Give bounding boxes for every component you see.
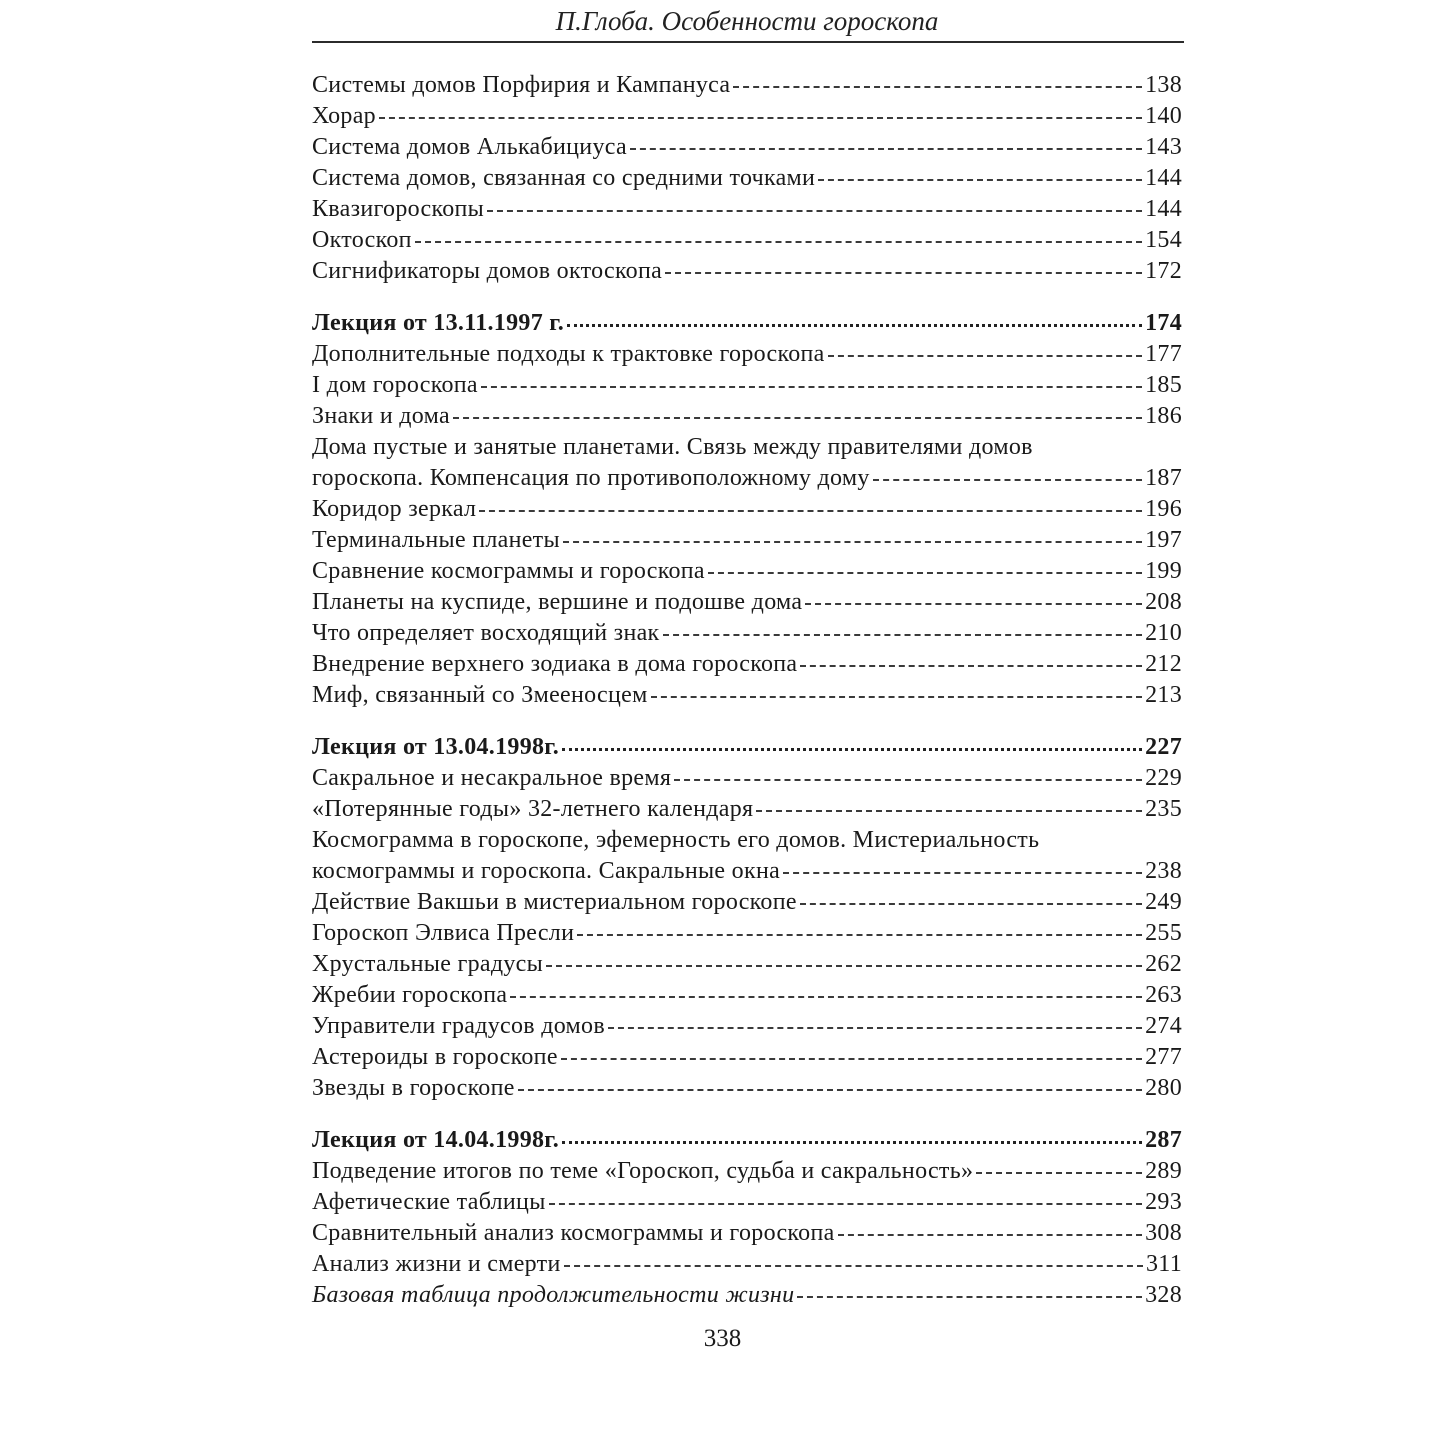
header-rule: [312, 41, 1184, 43]
toc-entry-page: 140: [1145, 103, 1182, 129]
toc-entry-page: 172: [1145, 258, 1182, 284]
toc-entry-title: Знаки и дома: [312, 403, 450, 429]
toc-entry-page: 255: [1145, 920, 1182, 946]
toc-entry-title: Внедрение верхнего зодиака в дома гороскопа: [312, 651, 798, 677]
toc-entry[interactable]: [312, 794, 1182, 825]
toc-entry-title: Сакральное и несакральное время: [312, 765, 672, 791]
toc-entry-title-line1: Дома пустые и занятые планетами. Связь между правителями домов: [312, 434, 1033, 460]
toc-entry[interactable]: [312, 1011, 1182, 1042]
dash-leader: [873, 477, 1142, 481]
toc-entry[interactable]: [312, 1218, 1182, 1249]
toc-entry-page: 154: [1145, 227, 1182, 253]
toc-entry-title: Коридор зеркал: [312, 496, 477, 522]
dash-leader: [510, 994, 1142, 998]
dash-leader: [665, 270, 1142, 274]
toc-entry[interactable]: [312, 525, 1182, 556]
dash-leader: [805, 601, 1142, 605]
toc-entry[interactable]: [312, 101, 1182, 132]
lecture-heading[interactable]: [312, 308, 1182, 339]
dash-leader: [518, 1087, 1142, 1091]
toc-entry-page: 185: [1145, 372, 1182, 398]
lecture-page: 174: [1145, 310, 1182, 336]
toc-entry-title: Звезды в гороскопе: [312, 1075, 515, 1101]
toc-entry-title: Анализ жизни и смерти: [312, 1251, 561, 1277]
toc-entry[interactable]: [312, 1249, 1182, 1280]
dash-leader: [379, 115, 1142, 119]
toc-entry[interactable]: [312, 825, 1182, 887]
toc-entry-title: Гороскоп Элвиса Пресли: [312, 920, 575, 946]
toc-entry-page: 311: [1145, 1251, 1182, 1277]
toc-entry-page: 277: [1145, 1044, 1182, 1070]
page-number: 338: [703, 1325, 742, 1352]
toc-entry[interactable]: [312, 949, 1182, 980]
toc-entry[interactable]: [312, 680, 1182, 711]
dash-leader: [651, 694, 1143, 698]
dash-leader: [561, 1056, 1142, 1060]
toc-entry-page: 187: [1145, 465, 1182, 491]
dash-leader: [415, 239, 1142, 243]
toc-entry[interactable]: [312, 649, 1182, 680]
lecture-heading[interactable]: [312, 1125, 1182, 1156]
toc-entry-page: 197: [1145, 527, 1182, 553]
toc-entry-page: 208: [1145, 589, 1182, 615]
toc-entry-page: 138: [1145, 72, 1182, 98]
dash-leader: [708, 570, 1142, 574]
toc-entry[interactable]: [312, 70, 1182, 101]
dash-leader: [577, 932, 1142, 936]
dash-leader: [800, 663, 1142, 667]
dash-leader: [783, 870, 1142, 874]
dash-leader: [608, 1025, 1142, 1029]
toc-entry[interactable]: [312, 1073, 1182, 1104]
toc-entry-title: Базовая таблица продолжительности жизни: [312, 1282, 795, 1308]
lecture-heading[interactable]: [312, 732, 1182, 763]
toc-entry-title: «Потерянные годы» 32-летнего календаря: [312, 796, 754, 822]
lecture-title: Лекция от 13.11.1997 г.: [312, 310, 565, 336]
toc-entry-page: 293: [1145, 1189, 1182, 1215]
toc-entry[interactable]: [312, 194, 1182, 225]
table-of-contents: [312, 70, 1182, 1311]
toc-entry-title: Хорар: [312, 103, 376, 129]
dash-leader: [797, 1294, 1142, 1298]
toc-entry-page: 289: [1145, 1158, 1182, 1184]
toc-entry[interactable]: [312, 256, 1182, 287]
toc-entry[interactable]: [312, 980, 1182, 1011]
toc-entry-title: Сигнификаторы домов октоскопа: [312, 258, 663, 284]
toc-entry[interactable]: [312, 163, 1182, 194]
toc-entry-page: 177: [1145, 341, 1182, 367]
toc-entry-title: Системы домов Порфирия и Кампануса: [312, 72, 731, 98]
dash-leader: [828, 353, 1142, 357]
toc-entry[interactable]: [312, 763, 1182, 794]
toc-entry-title: Квазигороскопы: [312, 196, 485, 222]
toc-entry-page: 213: [1145, 682, 1182, 708]
dash-leader: [479, 508, 1142, 512]
toc-entry-title: Система домов Алькабициуса: [312, 134, 627, 160]
dash-leader: [976, 1170, 1142, 1174]
toc-entry-page: 186: [1145, 403, 1182, 429]
lecture-page: 287: [1145, 1127, 1182, 1153]
toc-entry-page: 229: [1145, 765, 1182, 791]
dash-leader: [818, 177, 1142, 181]
toc-entry-page: 235: [1145, 796, 1182, 822]
toc-entry-title: Сравнение космограммы и гороскопа: [312, 558, 705, 584]
toc-entry-page: 210: [1145, 620, 1182, 646]
dash-leader: [487, 208, 1142, 212]
toc-entry-title-line2: космограммы и гороскопа. Сакральные окна: [312, 858, 781, 884]
toc-entry-title: Терминальные планеты: [312, 527, 560, 553]
toc-entry-title: Октоскоп: [312, 227, 412, 253]
dot-leader: [562, 745, 1142, 751]
lecture-page: 227: [1145, 734, 1182, 760]
toc-entry-title: Дополнительные подходы к трактовке гороскопа: [312, 341, 825, 367]
toc-entry[interactable]: [312, 401, 1182, 432]
dash-leader: [674, 777, 1142, 781]
dash-leader: [663, 632, 1143, 636]
toc-entry[interactable]: [312, 1042, 1182, 1073]
toc-entry[interactable]: [312, 918, 1182, 949]
toc-entry-title: Подведение итогов по теме «Гороскоп, судьба и сакральность»: [312, 1158, 974, 1184]
toc-entry[interactable]: [312, 432, 1182, 494]
running-header: П.Глоба. Особенности гороскопа: [555, 6, 939, 36]
dot-leader: [562, 1138, 1142, 1144]
toc-entry-page: 143: [1145, 134, 1182, 160]
toc-entry-page: 249: [1145, 889, 1182, 915]
toc-entry[interactable]: [312, 494, 1182, 525]
toc-entry-page: 274: [1145, 1013, 1182, 1039]
toc-entry-page: 212: [1145, 651, 1182, 677]
toc-entry[interactable]: [312, 618, 1182, 649]
toc-entry-page: 144: [1145, 196, 1182, 222]
toc-entry[interactable]: [312, 587, 1182, 618]
toc-entry-title-line2: гороскопа. Компенсация по противоположному дому: [312, 465, 870, 491]
toc-entry-title: Миф, связанный со Змееносцем: [312, 682, 648, 708]
toc-entry[interactable]: [312, 132, 1182, 163]
dash-leader: [549, 1201, 1142, 1205]
toc-entry[interactable]: [312, 556, 1182, 587]
toc-entry-title: Афетические таблицы: [312, 1189, 546, 1215]
toc-entry-page: 144: [1145, 165, 1182, 191]
dash-leader: [733, 84, 1142, 88]
toc-entry-title: Управители градусов домов: [312, 1013, 605, 1039]
toc-entry-page: 280: [1145, 1075, 1182, 1101]
toc-entry[interactable]: [312, 1280, 1182, 1311]
dash-leader: [838, 1232, 1143, 1236]
toc-entry-title: Действие Вакшьи в мистериальном гороскопе: [312, 889, 797, 915]
dash-leader: [564, 1263, 1143, 1267]
toc-entry-title: Сравнительный анализ космограммы и гороскопа: [312, 1220, 835, 1246]
toc-entry-title: Жребии гороскопа: [312, 982, 508, 1008]
dash-leader: [481, 384, 1142, 388]
toc-entry-page: 238: [1145, 858, 1182, 884]
toc-entry-page: 263: [1145, 982, 1182, 1008]
toc-entry[interactable]: [312, 887, 1182, 918]
toc-entry[interactable]: [312, 1187, 1182, 1218]
dot-leader: [567, 321, 1142, 327]
toc-entry-page: 308: [1145, 1220, 1182, 1246]
toc-entry-title: I дом гороскопа: [312, 372, 478, 398]
lecture-title: Лекция от 13.04.1998г.: [312, 734, 560, 760]
dash-leader: [800, 901, 1142, 905]
toc-entry-title: Хрустальные градусы: [312, 951, 544, 977]
toc-entry-title: Система домов, связанная со средними точками: [312, 165, 816, 191]
dash-leader: [756, 808, 1142, 812]
toc-entry-page: 328: [1145, 1282, 1182, 1308]
dash-leader: [630, 146, 1142, 150]
toc-entry[interactable]: [312, 225, 1182, 256]
dash-leader: [563, 539, 1142, 543]
toc-entry-page: 196: [1145, 496, 1182, 522]
toc-entry-title: Астероиды в гороскопе: [312, 1044, 558, 1070]
toc-entry[interactable]: [312, 370, 1182, 401]
toc-entry[interactable]: [312, 339, 1182, 370]
toc-entry-title: Что определяет восходящий знак: [312, 620, 660, 646]
toc-entry-title-line1: Космограмма в гороскопе, эфемерность его домов. Мистериальность: [312, 827, 1040, 853]
toc-entry[interactable]: [312, 1156, 1182, 1187]
dash-leader: [546, 963, 1142, 967]
toc-entry-title: Планеты на куспиде, вершине и подошве дома: [312, 589, 803, 615]
toc-entry-page: 262: [1145, 951, 1182, 977]
lecture-title: Лекция от 14.04.1998г.: [312, 1127, 560, 1153]
toc-entry-page: 199: [1145, 558, 1182, 584]
dash-leader: [453, 415, 1142, 419]
